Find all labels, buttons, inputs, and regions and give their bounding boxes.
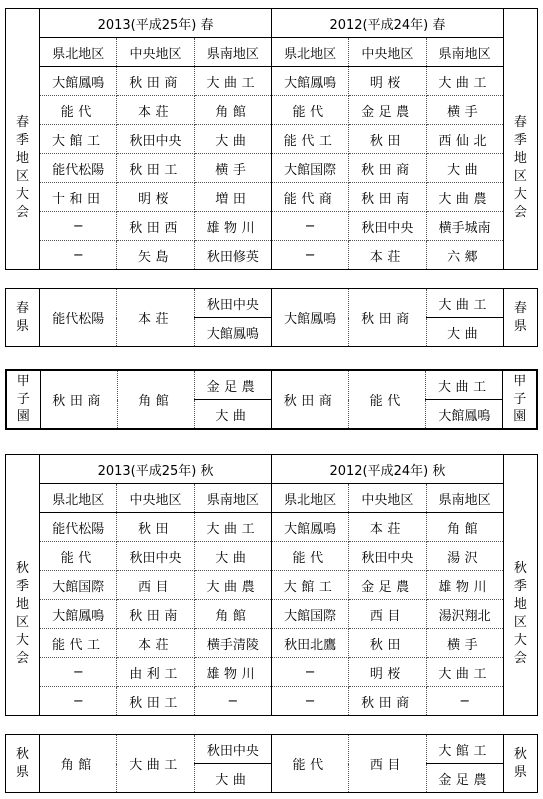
district-header: 県南地区 <box>426 38 503 67</box>
table-row <box>6 542 538 571</box>
side-label-right-char: 区 <box>513 614 527 630</box>
team-cell: 能代工 <box>271 125 348 154</box>
team-cell: 横手 <box>426 629 503 658</box>
district-header: 県北地区 <box>271 484 348 513</box>
side-label-left-char: 季 <box>16 578 30 594</box>
final-label-left-char: 県 <box>16 318 30 334</box>
team-cell: 本荘 <box>117 96 194 125</box>
final-team: 能代松陽 <box>40 289 117 347</box>
final-label-right-char: 県 <box>513 764 527 780</box>
final-team: 角館 <box>40 735 117 793</box>
side-label-left-char: 大 <box>16 632 30 648</box>
table-row <box>6 658 538 687</box>
team-cell: 秋田 <box>349 125 426 154</box>
team-cell: 大館鳳鳴 <box>271 513 348 542</box>
team-cell: 秋田工 <box>117 154 194 183</box>
team-cell: 横手清陵 <box>194 629 271 658</box>
team-cell: 能代松陽 <box>40 154 117 183</box>
team-cell: 大曲 <box>194 542 271 571</box>
final-team: 大曲工 <box>426 289 503 318</box>
final-label-right <box>503 735 537 793</box>
final-team: 秋田商 <box>271 370 348 429</box>
team-cell: 雄物川 <box>426 571 503 600</box>
team-cell: 秋田 <box>117 513 194 542</box>
final-team: 大曲 <box>194 400 271 430</box>
table-row <box>6 183 538 212</box>
district-header: 中央地区 <box>117 38 194 67</box>
header-2012-spring: 2012(平成24年) 春 <box>271 9 503 38</box>
final-label-left-char: 秋 <box>16 746 30 762</box>
team-cell: 角館 <box>194 96 271 125</box>
final-label-left-char: 県 <box>16 764 30 780</box>
table-row <box>6 154 538 183</box>
spring-pref-table <box>5 288 538 347</box>
team-cell: 能代 <box>271 96 348 125</box>
final-team: 大曲 <box>426 318 503 347</box>
team-cell: 大館鳳鳴 <box>271 67 348 96</box>
team-cell: 角館 <box>194 600 271 629</box>
team-cell: 金足農 <box>349 96 426 125</box>
side-label-left-char: 区 <box>16 168 30 184</box>
team-cell: 秋田商 <box>349 687 426 716</box>
team-cell: 本荘 <box>349 513 426 542</box>
side-label-left-char: 秋 <box>16 560 30 576</box>
team-cell: 秋田商 <box>349 154 426 183</box>
side-label-right-char: 大 <box>513 186 527 202</box>
final-team: 金足農 <box>194 370 271 400</box>
final-label-left <box>6 289 40 347</box>
koshien-table <box>5 369 538 430</box>
final-team: 大曲工 <box>117 735 194 793</box>
team-cell: 横手 <box>426 96 503 125</box>
team-cell: 湯沢翔北 <box>426 600 503 629</box>
final-label-left-char: 園 <box>16 409 30 425</box>
team-cell: 増田 <box>194 183 271 212</box>
team-cell: − <box>40 241 117 270</box>
final-team: 能代 <box>271 735 348 793</box>
team-cell: 大曲工 <box>426 658 503 687</box>
district-header: 中央地区 <box>349 38 426 67</box>
district-header: 県南地区 <box>194 38 271 67</box>
side-label-right-char: 会 <box>513 204 527 220</box>
final-label-right <box>503 289 537 347</box>
team-cell: 大館国際 <box>40 571 117 600</box>
side-label-left-char: 地 <box>16 596 30 612</box>
corner-cell <box>503 9 537 67</box>
team-cell: 大曲 <box>194 125 271 154</box>
final-team: 大館鳳鳴 <box>426 400 503 430</box>
team-cell: 明桜 <box>117 183 194 212</box>
team-cell: 秋田中央 <box>117 125 194 154</box>
team-cell: 十和田 <box>40 183 117 212</box>
team-cell: 明桜 <box>349 658 426 687</box>
side-label-right-char: 季 <box>513 578 527 594</box>
side-label-left-char: 季 <box>16 132 30 148</box>
table-row <box>6 67 538 96</box>
team-cell: 西目 <box>349 600 426 629</box>
final-team: 大曲 <box>194 764 271 793</box>
final-label-right-char: 秋 <box>513 746 527 762</box>
final-team: 西目 <box>349 735 426 793</box>
final-label-right-char: 甲 <box>513 373 527 389</box>
team-cell: 大館工 <box>40 125 117 154</box>
team-cell: 秋田南 <box>349 183 426 212</box>
team-cell: 大曲工 <box>426 67 503 96</box>
team-cell: 矢島 <box>117 241 194 270</box>
table-row <box>6 212 538 241</box>
team-cell: − <box>271 212 348 241</box>
table-row <box>6 629 538 658</box>
table-row <box>6 125 538 154</box>
final-label-left <box>6 735 40 793</box>
final-label-left-char: 春 <box>16 300 30 316</box>
header-2013-autumn: 2013(平成25年) 秋 <box>40 455 272 484</box>
final-team: 能代 <box>349 370 426 429</box>
team-cell: 秋田 <box>349 629 426 658</box>
team-cell: 能代商 <box>271 183 348 212</box>
final-team: 角館 <box>117 370 194 429</box>
district-header: 県南地区 <box>194 484 271 513</box>
team-cell: 明桜 <box>349 67 426 96</box>
team-cell: 秋田工 <box>117 687 194 716</box>
team-cell: 雄物川 <box>194 212 271 241</box>
district-header: 県北地区 <box>40 484 117 513</box>
team-cell: 湯沢 <box>426 542 503 571</box>
side-label-right-char: 秋 <box>513 560 527 576</box>
team-cell: 秋田南 <box>117 600 194 629</box>
side-label-left-char: 大 <box>16 186 30 202</box>
team-cell: 横手城南 <box>426 212 503 241</box>
team-cell: 大曲 <box>426 154 503 183</box>
side-label-right-char: 地 <box>513 150 527 166</box>
team-cell: 能代 <box>271 542 348 571</box>
team-cell: 能代 <box>40 96 117 125</box>
side-label-right-char: 大 <box>513 632 527 648</box>
final-team: 大館鳳鳴 <box>271 289 348 347</box>
table-row <box>6 571 538 600</box>
team-cell: 本荘 <box>117 629 194 658</box>
final-label-right-char: 春 <box>513 300 527 316</box>
team-cell: 大曲農 <box>426 183 503 212</box>
team-cell: 大館国際 <box>271 154 348 183</box>
final-label-right <box>503 370 537 429</box>
team-cell: 能代工 <box>40 629 117 658</box>
final-team: 大曲工 <box>426 370 503 400</box>
final-label-right-char: 子 <box>513 391 527 407</box>
team-cell: 秋田西 <box>117 212 194 241</box>
side-label-right <box>503 513 537 716</box>
team-cell: − <box>271 658 348 687</box>
team-cell: 秋田修英 <box>194 241 271 270</box>
team-cell: 能代松陽 <box>40 513 117 542</box>
side-label-left <box>6 67 40 270</box>
team-cell: 金足農 <box>349 571 426 600</box>
team-cell: − <box>271 241 348 270</box>
table-row <box>6 241 538 270</box>
team-cell: 大曲工 <box>194 513 271 542</box>
team-cell: 秋田商 <box>117 67 194 96</box>
final-label-left <box>6 370 40 429</box>
district-header: 県北地区 <box>271 38 348 67</box>
district-header: 中央地区 <box>117 484 194 513</box>
side-label-left-char: 区 <box>16 614 30 630</box>
final-team: 秋田商 <box>40 370 117 429</box>
header-2013-spring: 2013(平成25年) 春 <box>40 9 272 38</box>
team-cell: 角館 <box>426 513 503 542</box>
side-label-left-char: 会 <box>16 650 30 666</box>
team-cell: 秋田中央 <box>349 212 426 241</box>
final-label-right-char: 県 <box>513 318 527 334</box>
team-cell: 横手 <box>194 154 271 183</box>
team-cell: 大曲農 <box>194 571 271 600</box>
final-team: 秋田中央 <box>194 289 271 318</box>
side-label-left-char: 会 <box>16 204 30 220</box>
team-cell: − <box>40 687 117 716</box>
side-label-right-char: 季 <box>513 132 527 148</box>
team-cell: 大館鳳鳴 <box>40 600 117 629</box>
side-label-left-char: 地 <box>16 150 30 166</box>
team-cell: 秋田中央 <box>117 542 194 571</box>
team-cell: − <box>194 687 271 716</box>
table-row <box>6 513 538 542</box>
team-cell: 大館工 <box>271 571 348 600</box>
team-cell: 大曲工 <box>194 67 271 96</box>
side-label-left-char: 春 <box>16 114 30 130</box>
corner-cell <box>6 455 40 513</box>
side-label-right-char: 区 <box>513 168 527 184</box>
side-label-left <box>6 513 40 716</box>
team-cell: − <box>271 687 348 716</box>
side-label-right-char: 会 <box>513 650 527 666</box>
team-cell: 六郷 <box>426 241 503 270</box>
spring-district-table <box>5 8 538 270</box>
autumn-district-table <box>5 454 538 716</box>
final-label-left-char: 子 <box>16 391 30 407</box>
team-cell: 由利工 <box>117 658 194 687</box>
team-cell: 西目 <box>117 571 194 600</box>
final-team: 大館工 <box>426 735 503 764</box>
district-header: 中央地区 <box>349 484 426 513</box>
side-label-right <box>503 67 537 270</box>
team-cell: 大館鳳鳴 <box>40 67 117 96</box>
district-header: 県南地区 <box>426 484 503 513</box>
team-cell: 秋田北鷹 <box>271 629 348 658</box>
table-row <box>6 96 538 125</box>
final-team: 大館鳳鳴 <box>194 318 271 347</box>
table-row <box>6 600 538 629</box>
side-label-right-char: 春 <box>513 114 527 130</box>
district-header: 県北地区 <box>40 38 117 67</box>
final-team: 秋田商 <box>349 289 426 347</box>
team-cell: − <box>426 687 503 716</box>
team-cell: 大館国際 <box>271 600 348 629</box>
final-team: 金足農 <box>426 764 503 793</box>
team-cell: 雄物川 <box>194 658 271 687</box>
team-cell: 秋田中央 <box>349 542 426 571</box>
corner-cell <box>6 9 40 67</box>
table-row <box>6 687 538 716</box>
team-cell: 西仙北 <box>426 125 503 154</box>
side-label-right-char: 地 <box>513 596 527 612</box>
autumn-pref-table <box>5 734 538 793</box>
team-cell: 能代 <box>40 542 117 571</box>
corner-cell <box>503 455 537 513</box>
team-cell: 本荘 <box>349 241 426 270</box>
team-cell: − <box>40 212 117 241</box>
team-cell: − <box>40 658 117 687</box>
final-label-right-char: 園 <box>513 409 527 425</box>
header-2012-autumn: 2012(平成24年) 秋 <box>271 455 503 484</box>
final-label-left-char: 甲 <box>16 373 30 389</box>
final-team: 本荘 <box>117 289 194 347</box>
final-team: 秋田中央 <box>194 735 271 764</box>
